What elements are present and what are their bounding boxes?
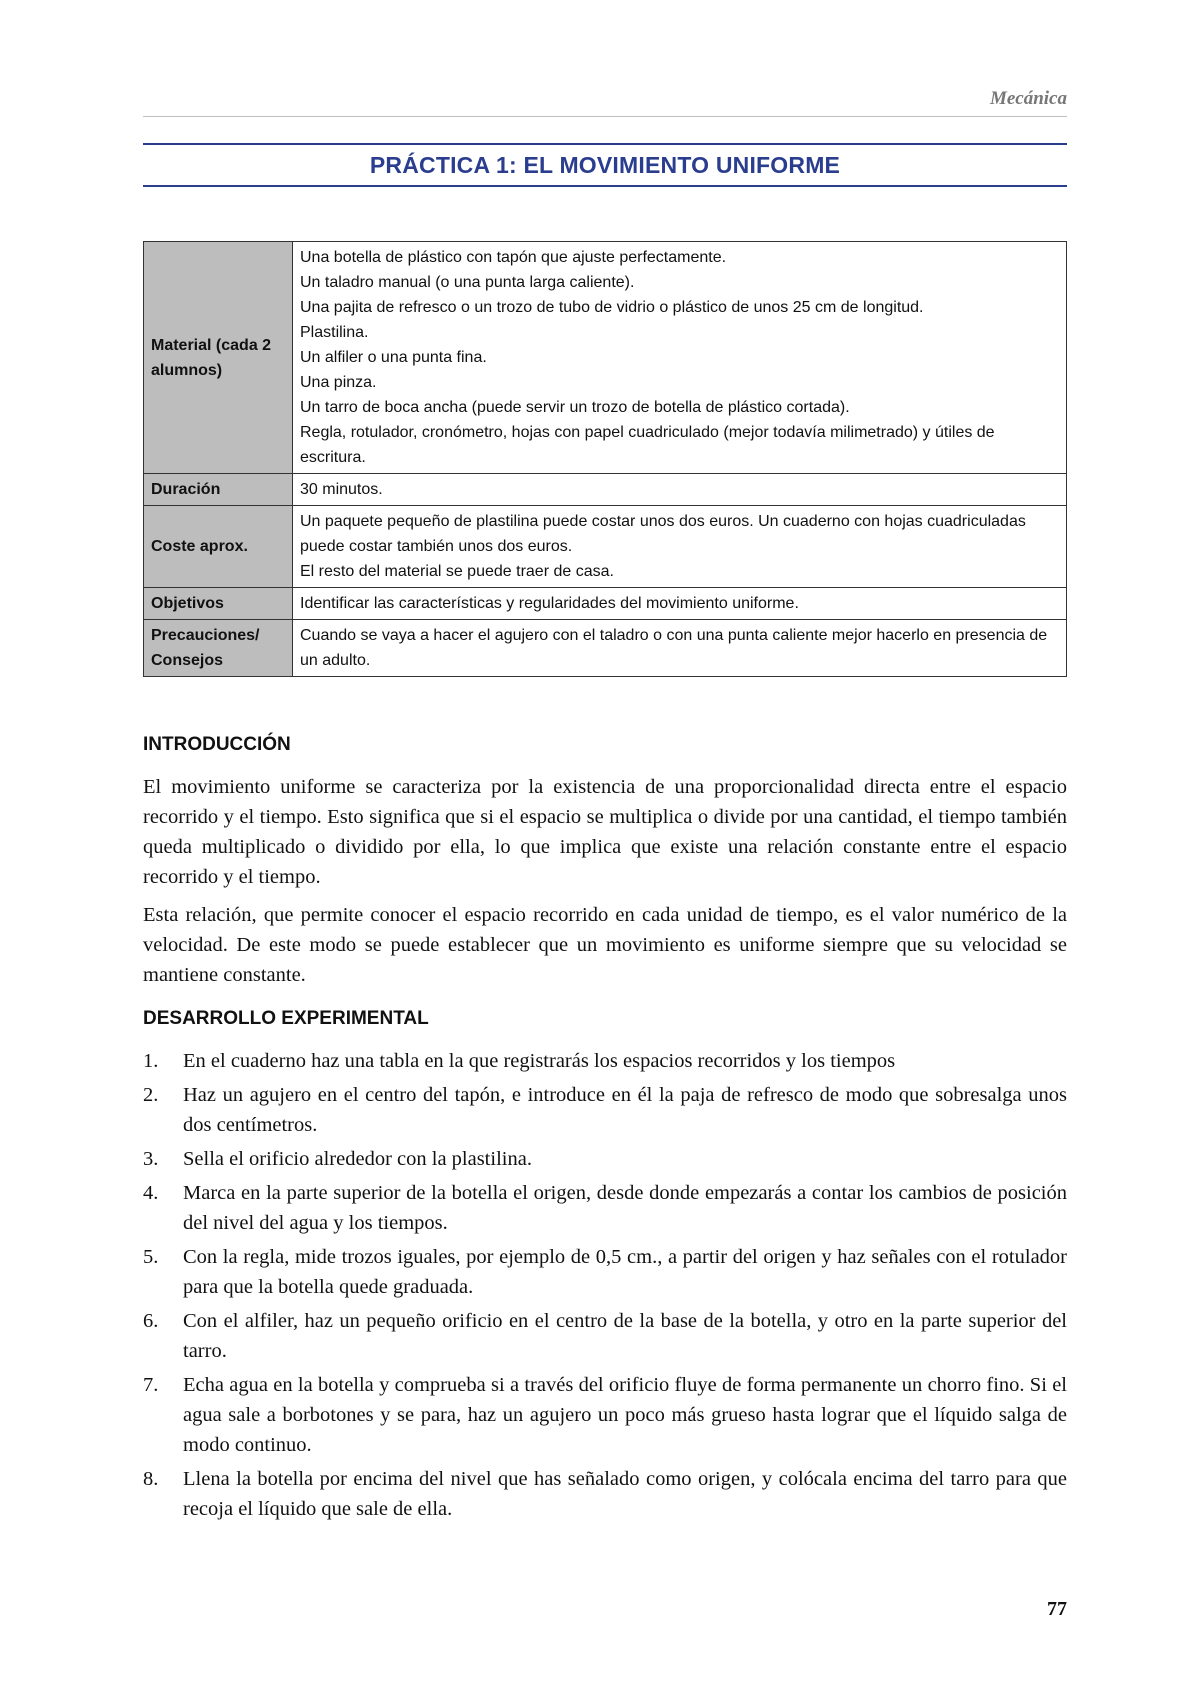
objectives-value: Identificar las características y regularidades del movimiento uniforme. [293,588,1067,620]
title-box [143,143,1067,187]
list-item: Plastilina. [300,324,369,341]
list-item [143,1242,1067,1302]
step-text: Llena la botella por encima del nivel que has señalado como origen, y colócala encima del tarro para que recoja el líquido que sale de ella. [183,1468,1067,1520]
list-item [143,1464,1067,1524]
practice-title: PRÁCTICA 1: EL MOVIMIENTO UNIFORME [369,151,841,178]
table-row-precautions [144,620,1067,677]
introduction-heading: INTRODUCCIÓN [143,734,291,755]
step-number: 4. [143,1182,159,1204]
step-number: 6. [143,1310,159,1332]
step-text: Marca en la parte superior de la botella el origen, desde donde empezarás a contar los cambios de posición del nivel del agua y los tiempos. [183,1182,1067,1234]
table-row-duration [144,474,1067,506]
table-row-material [144,242,1067,474]
list-item: Una pajita de refresco o un trozo de tubo de vidrio o plástico de unos 25 cm de longitud. [300,299,924,316]
list-item: Una botella de plástico con tapón que ajuste perfectamente. [300,249,727,266]
material-label: Material (cada 2 alumnos) [144,242,293,474]
duration-value: 30 minutos. [293,474,1067,506]
list-item [143,1306,1067,1366]
table-row-cost [144,506,1067,588]
list-item: Un taladro manual (o una punta larga caliente). [300,274,635,291]
list-item [143,1046,1067,1076]
step-number: 3. [143,1148,159,1170]
info-table [143,241,1067,677]
material-value [293,242,1067,474]
list-item: Un alfiler o una punta fina. [300,349,487,366]
duration-label: Duración [144,474,293,506]
list-item: Una pinza. [300,374,377,391]
step-text: Haz un agujero en el centro del tapón, e introduce en él la paja de refresco de modo que sobresalga unos dos centímetros. [183,1084,1067,1136]
step-text: Sella el orificio alrededor con la plastilina. [183,1148,532,1170]
step-number: 8. [143,1468,159,1490]
cost-value [293,506,1067,588]
list-item: Un paquete pequeño de plastilina puede costar unos dos euros. Un cuaderno con hojas cuadriculadas puede costar también unos dos euros. [300,513,1026,555]
objectives-label: Objetivos [144,588,293,620]
header-rule [143,116,1067,117]
list-item [143,1370,1067,1460]
precautions-label: Precauciones/ Consejos [144,620,293,677]
step-text: Con el alfiler, haz un pequeño orificio en el centro de la base de la botella, y otro en la parte superior del tarro. [183,1310,1067,1362]
step-text: En el cuaderno haz una tabla en la que registrarás los espacios recorridos y los tiempos [183,1050,896,1072]
steps-list [143,1046,1067,1528]
paragraph: Esta relación, que permite conocer el espacio recorrido en cada unidad de tiempo, es el valor numérico de la velocidad. De este modo se puede establecer que un movimiento es uniforme siempre que su velocidad se mantiene constante. [143,904,1067,986]
precautions-value: Cuando se vaya a hacer el agujero con el taladro o con una punta caliente mejor hacerlo en presencia de un adulto. [293,620,1067,677]
list-item [143,1080,1067,1140]
list-item: Un tarro de boca ancha (puede servir un trozo de botella de plástico cortada). [300,399,850,416]
step-number: 2. [143,1084,159,1106]
introduction-body [143,772,1067,998]
step-number: 1. [143,1050,159,1072]
step-number: 7. [143,1374,159,1396]
running-header: Mecánica [989,88,1067,109]
page-number: 77 [1047,1598,1067,1620]
list-item: Regla, rotulador, cronómetro, hojas con papel cuadriculado (mejor todavía milimetrado) y útiles de escritura. [300,424,995,466]
cost-label: Coste aprox. [144,506,293,588]
step-text: Con la regla, mide trozos iguales, por ejemplo de 0,5 cm., a partir del origen y haz señales con el rotulador para que la botella quede graduada. [183,1246,1067,1298]
step-text: Echa agua en la botella y comprueba si a través del orificio fluye de forma permanente un chorro fino. Si el agua sale a borbotones y se para, haz un agujero un poco más grueso hasta lograr que el líquido salga de modo continuo. [183,1374,1067,1456]
paragraph: El movimiento uniforme se caracteriza por la existencia de una proporcionalidad directa entre el espacio recorrido y el tiempo. Esto significa que si el espacio se multiplica o divide por una cantidad, el tiempo también queda multiplicado o dividido por ella, lo que implica que existe una relación constante entre el espacio recorrido y el tiempo. [143,776,1067,888]
list-item [143,1144,1067,1174]
experimental-heading: DESARROLLO EXPERIMENTAL [143,1008,429,1029]
step-number: 5. [143,1246,159,1268]
list-item [143,1178,1067,1238]
list-item: El resto del material se puede traer de casa. [300,563,614,580]
table-row-objectives [144,588,1067,620]
